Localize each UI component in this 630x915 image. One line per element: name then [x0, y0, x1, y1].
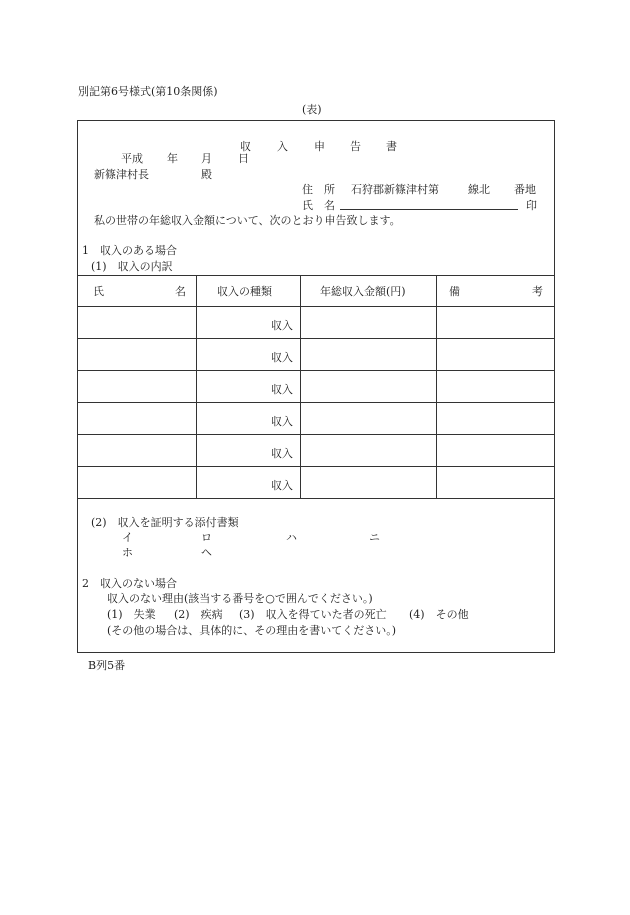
address-label: 住 所 [302, 183, 335, 196]
address-value: 石狩郡新篠津村第 [351, 183, 439, 196]
option-earner-death: (3) 収入を得ていた者の死亡 [239, 608, 387, 621]
table-row-rule [77, 434, 555, 435]
section2-reason: 収入のない理由(該当する番号を○で囲んでください。) [107, 592, 373, 605]
income-type-cell: 収入 [271, 383, 293, 396]
form-reference: 別記第6号様式(第10条関係) [78, 85, 218, 98]
attachment-ho: ホ [122, 546, 133, 559]
section2-heading: 2 収入のない場合 [82, 577, 177, 590]
table-col-rule [196, 275, 197, 499]
section1-sub1: (1) 収入の内訳 [91, 260, 173, 273]
attachment-ha: ハ [286, 531, 297, 544]
income-type-cell: 収入 [271, 415, 293, 428]
option-illness: (2) 疾病 [174, 608, 223, 621]
income-type-cell: 収入 [271, 319, 293, 332]
table-bottom-rule [77, 498, 555, 499]
option-other: (4) その他 [409, 608, 469, 621]
header-income-type: 収入の種類 [217, 285, 272, 298]
line-label: 線北 [468, 183, 490, 196]
section2-note: (その他の場合は、具体的に、その理由を書いてください。) [107, 624, 397, 637]
title-char-5: 書 [386, 140, 397, 153]
table-row-rule [77, 338, 555, 339]
option-unemployment: (1) 失業 [107, 608, 156, 621]
header-annual-amount: 年総収入金額(円) [320, 285, 406, 298]
attachment-i: イ [122, 531, 133, 544]
date-year: 年 [167, 152, 178, 165]
table-col-rule [436, 275, 437, 499]
lot-label: 番地 [514, 183, 536, 196]
attachment-ni: ニ [369, 531, 380, 544]
table-top-rule [77, 275, 555, 276]
title-char-4: 告 [350, 140, 361, 153]
date-era: 平成 [121, 152, 143, 165]
table-header-rule [77, 306, 555, 307]
income-type-cell: 収入 [271, 447, 293, 460]
table-row-rule [77, 402, 555, 403]
income-type-cell: 収入 [271, 479, 293, 492]
header-remarks-b: 考 [532, 285, 543, 298]
attachment-he: ヘ [201, 546, 212, 559]
table-col-rule [300, 275, 301, 499]
attachment-ro: ロ [201, 531, 212, 544]
addressee-honorific: 殿 [201, 168, 212, 181]
header-name-b: 名 [175, 285, 186, 298]
side-label: (表) [302, 103, 322, 116]
declaration-text: 私の世帯の年総収入金額について、次のとおり申告致します。 [94, 214, 401, 227]
paper-size-note: B列5番 [88, 659, 126, 672]
date-month: 月 [201, 152, 212, 165]
header-name-a: 氏 [93, 285, 104, 298]
date-day: 日 [238, 152, 249, 165]
header-remarks-a: 備 [449, 285, 460, 298]
seal-mark: 印 [526, 199, 537, 212]
title-char-3: 申 [314, 140, 325, 153]
table-row-rule [77, 466, 555, 467]
title-char-1: 収 [240, 140, 251, 153]
addressee-name: 新篠津村長 [94, 168, 149, 181]
section1-heading: 1 収入のある場合 [82, 244, 177, 257]
income-type-cell: 収入 [271, 351, 293, 364]
table-row-rule [77, 370, 555, 371]
title-char-2: 入 [277, 140, 288, 153]
signature-line [340, 209, 518, 210]
name-label: 氏 名 [302, 199, 335, 212]
section1-sub2: (2) 収入を証明する添付書類 [91, 516, 239, 529]
